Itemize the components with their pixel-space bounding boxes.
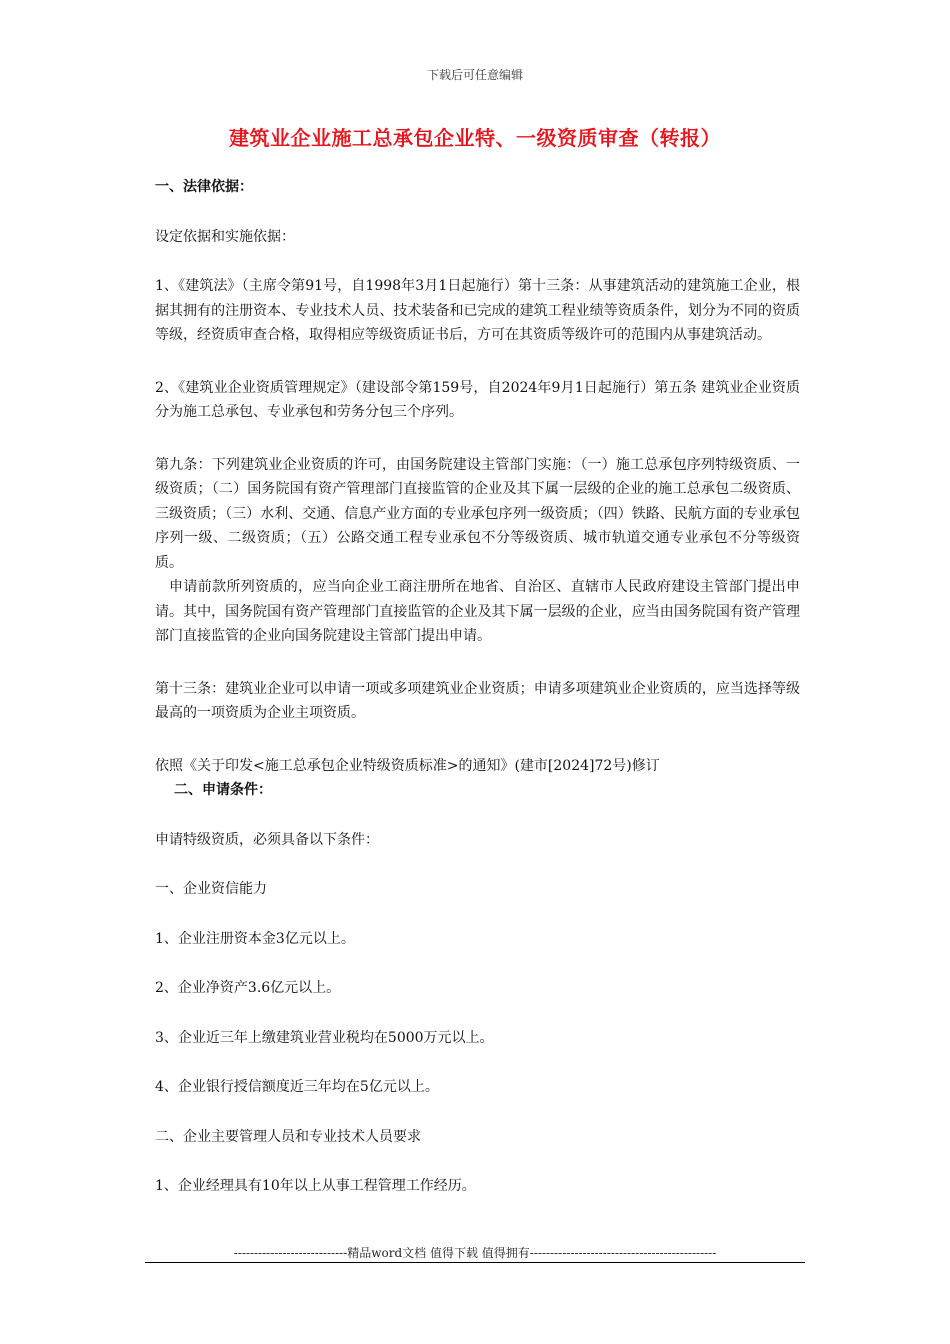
credit-item-3: 3、企业近三年上缴建筑业营业税均在5000万元以上。 — [155, 1029, 494, 1046]
header-note: 下载后可任意编辑 — [426, 68, 523, 82]
legal-basis-intro: 设定依据和实施依据： — [155, 228, 295, 245]
credit-item-1: 1、企业注册资本金3亿元以上。 — [155, 930, 355, 947]
document-body — [155, 175, 800, 1199]
revision-note: 依照《关于印发<施工总承包企业特级资质标准>的通知》(建市[2024]72号)修订 — [155, 757, 660, 774]
personnel-item-1: 1、企业经理具有10年以上从事工程管理工作经历。 — [155, 1178, 476, 1194]
credit-item-2: 2、企业净资产3.6亿元以上。 — [155, 980, 341, 996]
article-9-paragraph: 第九条：下列建筑业企业资质的许可，由国务院建设主管部门实施：（一）施工总承包序列特级资质、一级资质；（二）国务院国有资产管理部门直接监管的企业及其下属一层级的企业的施工总承包二级资质、三级资质；（三）水利、交通、信息产业方面的专业承包序列一级资质；（四）铁路、民航方面的专业承包序列一级、二级资质；（五）公路交通工程专业承包不分等级资质、城市轨道交通专业承包不分等级资质。 — [155, 456, 800, 571]
footer-text: ----------------------------精品word文档 值得下载 值得拥有---------------------------------------------- — [233, 1246, 717, 1260]
document-title: 建筑业企业施工总承包企业特、一级资质审查（转报） — [229, 126, 721, 150]
footer-divider — [145, 1262, 805, 1263]
article-13-paragraph: 第十三条：建筑业企业可以申请一项或多项建筑业企业资质；申请多项建筑业企业资质的，应当选择等级最高的一项资质为企业主项资质。 — [155, 680, 800, 721]
subsection-credit-capacity: 一、企业资信能力 — [155, 881, 267, 897]
section-heading-legal-basis: 一、法律依据： — [155, 179, 253, 195]
subsection-personnel: 二、企业主要管理人员和专业技术人员要求 — [155, 1128, 421, 1145]
legal-basis-item-1: 1、《建筑法》（主席令第91号，自1998年3月1日起施行）第十三条：从事建筑活动的建筑施工企业，根据其拥有的注册资本、专业技术人员、技术装备和已完成的建筑工程业绩等资质条件，划分为不同的资质等级，经资质审查合格，取得相应等级资质证书后，方可在其资质等级许可的范围内从事建筑活动。 — [155, 278, 800, 343]
credit-item-4: 4、企业银行授信额度近三年均在5亿元以上。 — [155, 1079, 439, 1095]
article-9-continuation: 申请前款所列资质的，应当向企业工商注册所在地省、自治区、直辖市人民政府建设主管部门提出申请。其中，国务院国有资产管理部门直接监管的企业及其下属一层级的企业，应当由国务院国有资产管理部门直接监管的企业向国务院建设主管部门提出申请。 — [155, 579, 800, 644]
section-heading-conditions: 二、申请条件： — [174, 782, 272, 798]
legal-basis-item-2: 2、《建筑业企业资质管理规定》（建设部令第159号，自2024年9月1日起施行）第五条 建筑业企业资质分为施工总承包、专业承包和劳务分包三个序列。 — [155, 379, 800, 420]
conditions-intro: 申请特级资质，必须具备以下条件： — [155, 831, 379, 848]
